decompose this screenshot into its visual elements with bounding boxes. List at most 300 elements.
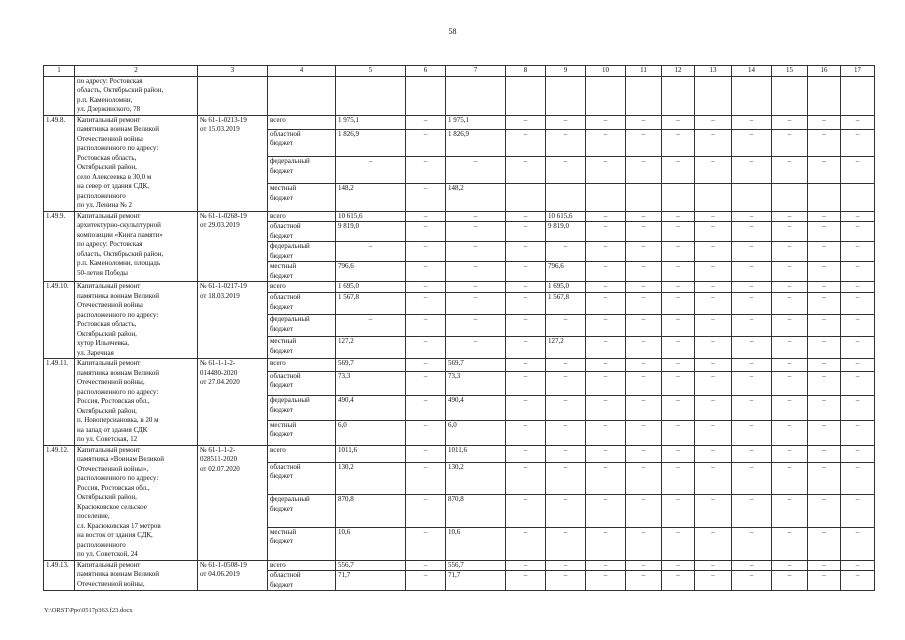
value-cell: –: [336, 315, 406, 337]
value-cell: –: [662, 462, 695, 495]
value-cell: [506, 184, 546, 211]
object-name-cell: Капитальный ремонт памятника воинам Великой Отечественной войны расположенного по адресу: Ростовская область, Октябрьский район, село Алексеевка в 30,0 м на север от здания СДК, расположенного по ул. Ленина № 2: [75, 115, 198, 211]
value-cell: –: [586, 527, 626, 560]
value-cell: –: [626, 462, 662, 495]
object-name-cell: Капитальный ремонт памятника воинам Великой Отечественной войны расположенного по адресу: Ростовская область, Октябрьский район, хутор Ильичевка, ул. Заречная: [75, 282, 198, 359]
table-row: [44, 445, 875, 462]
value-cell: –: [586, 115, 626, 129]
empty-cell: [732, 76, 772, 115]
column-number-cell: 3: [198, 66, 268, 77]
funding-source-cell: местный бюджет: [268, 420, 336, 445]
value-cell: –: [808, 222, 841, 242]
funding-source-cell: областной бюджет: [268, 222, 336, 242]
column-number-cell: 2: [75, 66, 198, 77]
funding-source-cell: всего: [268, 115, 336, 129]
value-cell: –: [506, 371, 546, 396]
value-cell: –: [546, 495, 586, 528]
column-number-cell: 17: [841, 66, 875, 77]
value-cell: –: [626, 495, 662, 528]
document-number-cell: № 61-1-0508-19 от 04.06.2019: [198, 560, 268, 591]
value-cell: –: [732, 129, 772, 156]
value-cell: –: [506, 157, 546, 184]
value-cell: –: [841, 445, 875, 462]
value-cell: –: [446, 293, 506, 315]
value-cell: –: [406, 157, 446, 184]
value-cell: –: [336, 157, 406, 184]
empty-cell: [406, 76, 446, 115]
value-cell: 9 819,0: [336, 222, 406, 242]
value-cell: –: [506, 262, 546, 282]
value-cell: –: [546, 242, 586, 262]
value-cell: –: [841, 560, 875, 571]
value-cell: –: [808, 211, 841, 222]
empty-cell: [268, 76, 336, 115]
value-cell: –: [406, 371, 446, 396]
value-cell: –: [662, 315, 695, 337]
funding-source-cell: всего: [268, 282, 336, 293]
value-cell: 73,3: [446, 371, 506, 396]
value-cell: –: [772, 211, 808, 222]
value-cell: –: [626, 560, 662, 571]
value-cell: –: [808, 445, 841, 462]
value-cell: 130,2: [446, 462, 506, 495]
column-number-cell: 1: [44, 66, 75, 77]
value-cell: –: [695, 571, 732, 591]
value-cell: –: [586, 359, 626, 372]
value-cell: –: [506, 222, 546, 242]
item-number-cell: 1.49.13.: [44, 560, 75, 591]
value-cell: 1 567,8: [336, 293, 406, 315]
value-cell: –: [772, 560, 808, 571]
value-cell: 870,8: [446, 495, 506, 528]
value-cell: –: [808, 359, 841, 372]
value-cell: –: [772, 222, 808, 242]
value-cell: –: [695, 445, 732, 462]
value-cell: 569,7: [336, 359, 406, 372]
value-cell: –: [506, 115, 546, 129]
value-cell: 10,6: [446, 527, 506, 560]
value-cell: 9 819,0: [546, 222, 586, 242]
document-number-cell: № 61-1-1-2- 014480-2020 от 27.04.2020: [198, 359, 268, 446]
value-cell: 6,0: [446, 420, 506, 445]
value-cell: [732, 184, 772, 211]
value-cell: –: [732, 371, 772, 396]
funding-source-cell: федеральный бюджет: [268, 157, 336, 184]
value-cell: –: [695, 242, 732, 262]
value-cell: –: [732, 396, 772, 421]
empty-cell: [446, 76, 506, 115]
value-cell: –: [506, 293, 546, 315]
value-cell: –: [406, 527, 446, 560]
value-cell: –: [406, 571, 446, 591]
value-cell: –: [662, 527, 695, 560]
item-number-cell: 1.49.9.: [44, 211, 75, 282]
value-cell: –: [772, 242, 808, 262]
value-cell: –: [546, 571, 586, 591]
value-cell: –: [841, 262, 875, 282]
value-cell: –: [546, 527, 586, 560]
value-cell: –: [586, 337, 626, 359]
value-cell: –: [662, 571, 695, 591]
file-path-footer: Y:\ORST\Ppo\0517p363.f23.docx: [44, 607, 133, 614]
value-cell: –: [446, 337, 506, 359]
value-cell: –: [732, 495, 772, 528]
value-cell: –: [586, 462, 626, 495]
funding-source-cell: местный бюджет: [268, 337, 336, 359]
value-cell: –: [506, 527, 546, 560]
empty-cell: [586, 76, 626, 115]
value-cell: –: [406, 211, 446, 222]
value-cell: –: [695, 315, 732, 337]
object-name-cell: Капитальный ремонт памятника воинам Великой Отечественной войны, расположенного по адресу: Россия, Ростовская обл., Октябрьский район, п. Новоперсиановка, в 20 м на запад от здания СДК по ул. Советская, 12: [75, 359, 198, 446]
value-cell: –: [772, 315, 808, 337]
value-cell: –: [626, 115, 662, 129]
value-cell: –: [841, 396, 875, 421]
value-cell: –: [406, 359, 446, 372]
value-cell: –: [506, 337, 546, 359]
value-cell: –: [695, 282, 732, 293]
value-cell: –: [772, 396, 808, 421]
value-cell: –: [406, 242, 446, 262]
value-cell: –: [662, 129, 695, 156]
funding-source-cell: всего: [268, 359, 336, 372]
value-cell: –: [446, 157, 506, 184]
value-cell: 1 975,1: [336, 115, 406, 129]
column-number-cell: 10: [586, 66, 626, 77]
column-number-cell: 15: [772, 66, 808, 77]
value-cell: –: [695, 222, 732, 242]
value-cell: –: [808, 242, 841, 262]
value-cell: –: [732, 262, 772, 282]
value-cell: 73,3: [336, 371, 406, 396]
value-cell: –: [626, 420, 662, 445]
value-cell: –: [841, 359, 875, 372]
value-cell: –: [662, 371, 695, 396]
value-cell: –: [841, 129, 875, 156]
value-cell: 10 615,6: [336, 211, 406, 222]
column-number-cell: 6: [406, 66, 446, 77]
value-cell: [626, 184, 662, 211]
value-cell: –: [841, 371, 875, 396]
value-cell: 1 826,9: [446, 129, 506, 156]
value-cell: –: [586, 242, 626, 262]
value-cell: –: [586, 222, 626, 242]
value-cell: 556,7: [336, 560, 406, 571]
value-cell: –: [446, 315, 506, 337]
value-cell: –: [732, 527, 772, 560]
value-cell: –: [586, 211, 626, 222]
value-cell: 796,6: [336, 262, 406, 282]
value-cell: –: [808, 115, 841, 129]
funding-source-cell: федеральный бюджет: [268, 315, 336, 337]
value-cell: –: [732, 315, 772, 337]
value-cell: –: [808, 495, 841, 528]
page-number: 58: [448, 27, 457, 36]
value-cell: –: [662, 445, 695, 462]
value-cell: –: [546, 560, 586, 571]
value-cell: –: [546, 359, 586, 372]
value-cell: –: [808, 371, 841, 396]
value-cell: –: [732, 157, 772, 184]
table-row: [44, 359, 875, 372]
value-cell: –: [626, 571, 662, 591]
value-cell: –: [546, 371, 586, 396]
value-cell: –: [695, 115, 732, 129]
value-cell: –: [586, 293, 626, 315]
value-cell: 127,2: [336, 337, 406, 359]
value-cell: –: [506, 396, 546, 421]
value-cell: –: [406, 129, 446, 156]
value-cell: –: [586, 420, 626, 445]
value-cell: –: [662, 396, 695, 421]
value-cell: –: [732, 211, 772, 222]
value-cell: –: [406, 262, 446, 282]
value-cell: –: [546, 445, 586, 462]
value-cell: –: [662, 211, 695, 222]
value-cell: –: [626, 396, 662, 421]
empty-cell: [808, 76, 841, 115]
value-cell: –: [841, 495, 875, 528]
value-cell: –: [546, 157, 586, 184]
value-cell: 6,0: [336, 420, 406, 445]
value-cell: –: [662, 560, 695, 571]
column-number-cell: 16: [808, 66, 841, 77]
value-cell: –: [695, 527, 732, 560]
funding-source-cell: областной бюджет: [268, 462, 336, 495]
value-cell: –: [506, 420, 546, 445]
value-cell: –: [695, 262, 732, 282]
value-cell: –: [808, 560, 841, 571]
funding-source-cell: федеральный бюджет: [268, 396, 336, 421]
value-cell: –: [406, 293, 446, 315]
value-cell: –: [808, 462, 841, 495]
value-cell: –: [626, 293, 662, 315]
value-cell: 127,2: [546, 337, 586, 359]
column-number-cell: 9: [546, 66, 586, 77]
value-cell: –: [841, 282, 875, 293]
value-cell: 130,2: [336, 462, 406, 495]
value-cell: –: [841, 462, 875, 495]
value-cell: –: [772, 527, 808, 560]
value-cell: –: [406, 282, 446, 293]
value-cell: 490,4: [336, 396, 406, 421]
value-cell: –: [772, 462, 808, 495]
value-cell: –: [732, 115, 772, 129]
table-row: [44, 115, 875, 129]
value-cell: –: [841, 337, 875, 359]
document-number-cell: № 61-1-1-2- 028511-2020 от 02.07.2020: [198, 445, 268, 560]
value-cell: 71,7: [336, 571, 406, 591]
column-number-cell: 8: [506, 66, 546, 77]
value-cell: –: [546, 115, 586, 129]
value-cell: –: [446, 211, 506, 222]
value-cell: –: [506, 560, 546, 571]
value-cell: –: [406, 115, 446, 129]
value-cell: –: [772, 282, 808, 293]
value-cell: –: [662, 293, 695, 315]
value-cell: –: [586, 560, 626, 571]
value-cell: –: [841, 157, 875, 184]
empty-cell: [506, 76, 546, 115]
value-cell: –: [506, 282, 546, 293]
value-cell: –: [546, 396, 586, 421]
value-cell: –: [808, 293, 841, 315]
value-cell: –: [772, 495, 808, 528]
value-cell: 1 567,8: [546, 293, 586, 315]
column-number-cell: 11: [626, 66, 662, 77]
funding-source-cell: всего: [268, 560, 336, 571]
value-cell: –: [695, 396, 732, 421]
empty-cell: [336, 76, 406, 115]
value-cell: –: [626, 527, 662, 560]
value-cell: –: [406, 462, 446, 495]
value-cell: –: [662, 337, 695, 359]
value-cell: –: [772, 571, 808, 591]
value-cell: [808, 184, 841, 211]
value-cell: [772, 184, 808, 211]
value-cell: –: [808, 420, 841, 445]
empty-cell: [626, 76, 662, 115]
value-cell: –: [695, 293, 732, 315]
funding-source-cell: местный бюджет: [268, 262, 336, 282]
value-cell: –: [626, 282, 662, 293]
value-cell: –: [586, 571, 626, 591]
funding-source-cell: федеральный бюджет: [268, 242, 336, 262]
value-cell: –: [626, 337, 662, 359]
funding-source-cell: областной бюджет: [268, 571, 336, 591]
value-cell: –: [586, 282, 626, 293]
value-cell: –: [586, 445, 626, 462]
value-cell: –: [586, 129, 626, 156]
object-name-cell: Капитальный ремонт архитектурно-скульптурной композиции «Книга памяти» по адресу: Ростовская область, Октябрьский район, р.п. Каменоломни, площадь 50-летия Победы: [75, 211, 198, 282]
value-cell: –: [586, 262, 626, 282]
value-cell: –: [626, 129, 662, 156]
table-row: [44, 76, 875, 115]
column-number-cell: 7: [446, 66, 506, 77]
value-cell: –: [406, 222, 446, 242]
value-cell: –: [626, 371, 662, 396]
funding-source-cell: областной бюджет: [268, 293, 336, 315]
value-cell: –: [732, 420, 772, 445]
value-cell: –: [662, 359, 695, 372]
value-cell: –: [546, 420, 586, 445]
funding-source-cell: местный бюджет: [268, 527, 336, 560]
value-cell: –: [772, 129, 808, 156]
value-cell: –: [586, 495, 626, 528]
value-cell: –: [808, 157, 841, 184]
table-row: [44, 282, 875, 293]
value-cell: –: [695, 495, 732, 528]
value-cell: –: [732, 282, 772, 293]
empty-cell: [198, 76, 268, 115]
value-cell: –: [626, 359, 662, 372]
value-cell: –: [662, 222, 695, 242]
value-cell: –: [841, 420, 875, 445]
value-cell: –: [506, 129, 546, 156]
value-cell: [841, 184, 875, 211]
column-number-cell: 13: [695, 66, 732, 77]
value-cell: –: [732, 462, 772, 495]
column-number-cell: 12: [662, 66, 695, 77]
value-cell: –: [732, 222, 772, 242]
value-cell: 870,8: [336, 495, 406, 528]
value-cell: –: [626, 222, 662, 242]
value-cell: –: [446, 262, 506, 282]
value-cell: –: [406, 337, 446, 359]
column-number-cell: 4: [268, 66, 336, 77]
funding-source-cell: федеральный бюджет: [268, 495, 336, 528]
value-cell: 1 975,1: [446, 115, 506, 129]
value-cell: –: [695, 371, 732, 396]
value-cell: –: [841, 527, 875, 560]
value-cell: –: [626, 445, 662, 462]
value-cell: –: [808, 129, 841, 156]
value-cell: –: [446, 242, 506, 262]
value-cell: –: [732, 560, 772, 571]
empty-cell: [546, 76, 586, 115]
value-cell: –: [695, 337, 732, 359]
value-cell: –: [841, 571, 875, 591]
value-cell: –: [506, 462, 546, 495]
value-cell: [546, 184, 586, 211]
value-cell: –: [772, 337, 808, 359]
value-cell: –: [808, 282, 841, 293]
object-name-cell: по адресу: Ростовская область, Октябрьский район, р.п. Каменоломни, ул. Дзержинского, 78: [75, 76, 198, 115]
funding-source-cell: всего: [268, 445, 336, 462]
table-row: [44, 560, 875, 571]
value-cell: –: [695, 462, 732, 495]
budget-table: [43, 65, 875, 591]
value-cell: –: [808, 571, 841, 591]
value-cell: –: [626, 315, 662, 337]
value-cell: –: [808, 527, 841, 560]
value-cell: –: [695, 129, 732, 156]
value-cell: –: [772, 262, 808, 282]
item-number-cell: 1.49.10.: [44, 282, 75, 359]
value-cell: –: [732, 293, 772, 315]
object-name-cell: Капитальный ремонт памятника воинам Великой Отечественной войны,: [75, 560, 198, 591]
value-cell: –: [446, 282, 506, 293]
value-cell: –: [506, 315, 546, 337]
value-cell: –: [506, 495, 546, 528]
value-cell: –: [695, 420, 732, 445]
document-number-cell: № 61-1-0268-19 от 29.03.2019: [198, 211, 268, 282]
empty-cell: [841, 76, 875, 115]
value-cell: [586, 184, 626, 211]
value-cell: –: [695, 211, 732, 222]
value-cell: –: [506, 571, 546, 591]
value-cell: –: [506, 445, 546, 462]
value-cell: –: [406, 445, 446, 462]
value-cell: –: [695, 560, 732, 571]
value-cell: –: [546, 129, 586, 156]
value-cell: –: [841, 315, 875, 337]
value-cell: 1011,6: [446, 445, 506, 462]
value-cell: –: [626, 242, 662, 262]
value-cell: –: [808, 315, 841, 337]
column-number-row: [44, 66, 875, 77]
value-cell: –: [626, 157, 662, 184]
value-cell: –: [808, 337, 841, 359]
empty-cell: [695, 76, 732, 115]
value-cell: [695, 184, 732, 211]
value-cell: 10,6: [336, 527, 406, 560]
value-cell: –: [841, 222, 875, 242]
value-cell: –: [506, 359, 546, 372]
value-cell: 10 615,6: [546, 211, 586, 222]
value-cell: –: [546, 462, 586, 495]
value-cell: –: [695, 157, 732, 184]
